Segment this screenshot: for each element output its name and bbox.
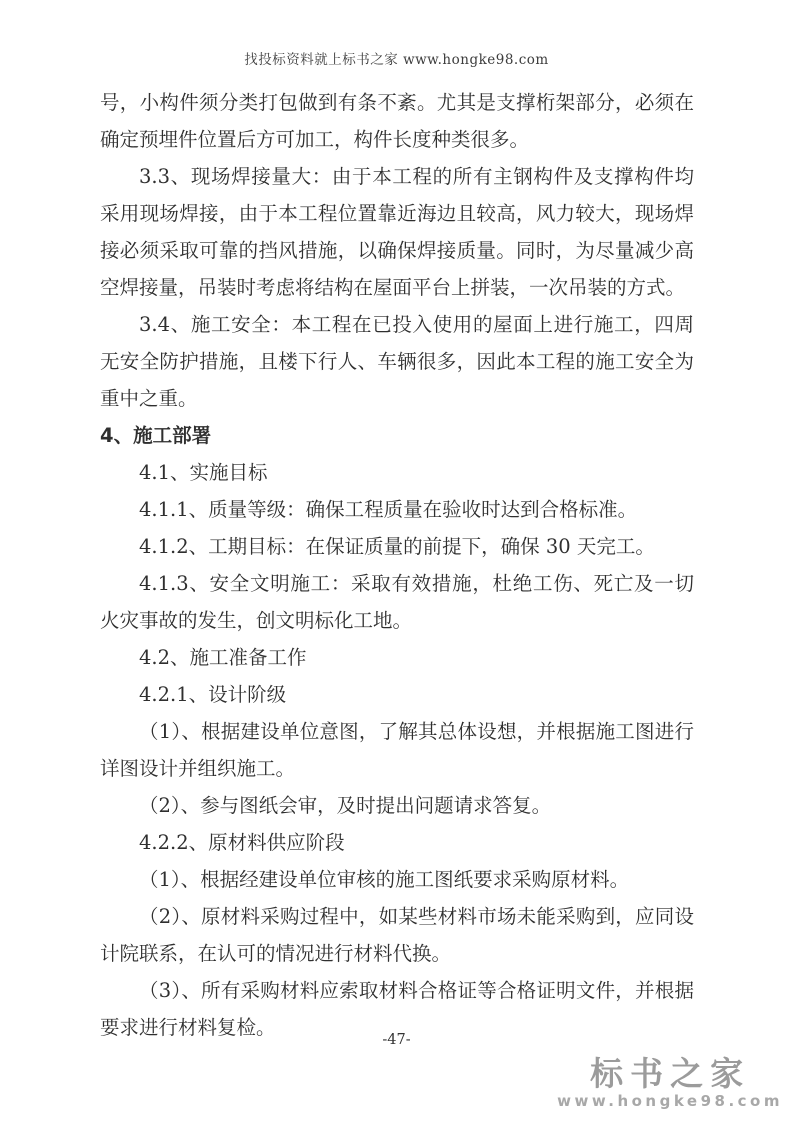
paragraph: 号，小构件须分类打包做到有条不紊。尤其是支撑桁架部分，必须在确定预埋件位置后方可加工，构件长度种类很多。: [100, 91, 694, 151]
paragraph: （2）、原材料采购过程中，如某些材料市场未能采购到，应同设计院联系，在认可的情况进行材料代换。: [100, 905, 694, 965]
paragraph: 4.1、实施目标: [139, 461, 268, 484]
paragraph: 4.1.1、质量等级：确保工程质量在验收时达到合格标准。: [139, 498, 638, 521]
document-body: [100, 84, 694, 1046]
paragraph: 3.4、施工安全：本工程在已投入使用的屋面上进行施工，四周无安全防护措施，且楼下行人、车辆很多，因此本工程的施工安全为重中之重。: [100, 313, 694, 410]
header-watermark-text: 找投标资料就上标书之家 www.hongke98.com: [244, 52, 549, 68]
paragraph: 4.2.1、设计阶级: [139, 683, 287, 706]
paragraph: 4.2、施工准备工作: [139, 646, 307, 669]
watermark-logo-url: www.hongke98.com: [557, 1092, 783, 1110]
paragraph: （1）、根据建设单位意图，了解其总体设想，并根据施工图进行详图设计并组织施工。: [100, 720, 694, 780]
paragraph: 4.1.3、安全文明施工：采取有效措施，杜绝工伤、死亡及一切火灾事故的发生，创文明标化工地。: [100, 572, 694, 632]
paragraph: 4.1.2、工期目标：在保证质量的前提下，确保 30 天完工。: [139, 535, 655, 558]
paragraph: （1）、根据经建设单位审核的施工图纸要求采购原材料。: [139, 868, 630, 891]
paragraph: 4.2.2、原材料供应阶段: [139, 831, 345, 854]
paragraph: （2）、参与图纸会审，及时提出问题请求答复。: [139, 794, 552, 817]
paragraph: 3.3、现场焊接量大：由于本工程的所有主钢构件及支撑构件均采用现场焊接，由于本工程位置靠近海边且较高，风力较大，现场焊接必须采取可靠的挡风措施，以确保焊接质量。同时，为尽量减少高空焊接量，吊装时考虑将结构在屋面平台上拼装，一次吊装的方式。: [100, 165, 694, 299]
watermark-logo-text: 标书之家: [590, 1054, 751, 1093]
corner-watermark: [557, 1054, 783, 1110]
page-number: -47-: [382, 1032, 411, 1048]
paragraph: （3）、所有采购材料应索取材料合格证等合格证明文件，并根据要求进行材料复检。: [100, 979, 694, 1039]
section-heading: 4、施工部署: [100, 424, 212, 447]
